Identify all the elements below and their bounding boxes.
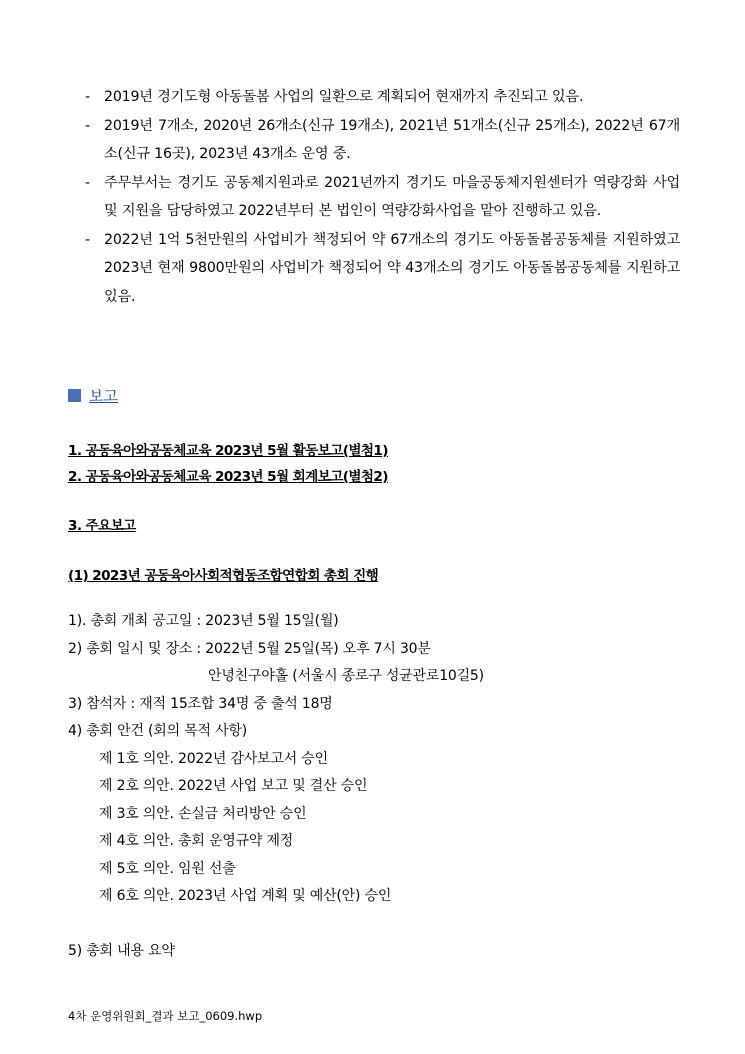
section-title: 보고 xyxy=(89,387,118,405)
bullet-dash: - xyxy=(85,117,90,134)
agenda-item: 제 1호 의안. 2022년 감사보고서 승인 xyxy=(99,751,328,767)
agenda-item: 제 4호 의안. 총회 운영규약 제정 xyxy=(99,833,294,849)
bullet-item xyxy=(85,83,680,112)
attendance-line: 3) 참석자 : 재적 15조합 34명 중 출석 18명 xyxy=(68,696,333,712)
square-bullet-icon xyxy=(68,389,81,402)
agenda-item: 제 6호 의안. 2023년 사업 계획 및 예산(안) 승인 xyxy=(99,888,392,904)
bullet-list xyxy=(85,83,680,311)
bullet-item xyxy=(85,226,680,312)
agenda-item: 제 3호 의안. 손실금 처리방안 승인 xyxy=(99,806,307,822)
section-heading-report xyxy=(68,384,118,408)
bullet-text: 2022년 1억 5천만원의 사업비가 책정되어 약 67개소의 경기도 아동돌봄공동체를 지원하였고 2023년 현재 9800만원의 사업비가 책정되어 약 43개소의 경기도 아동돌봄공동체를 지원하고 있음. xyxy=(104,231,680,305)
report-activity-heading: 1. 공동육아와공동체교육 2023년 5월 활동보고(별첨1) xyxy=(68,443,388,459)
notice-date-line: 1). 총회 개최 공고일 : 2023년 5월 15일(월) xyxy=(68,613,339,629)
main-report-heading: 3. 주요보고 xyxy=(68,518,136,534)
bullet-text: 주무부서는 경기도 공동체지원과로 2021년까지 경기도 마을공동체지원센터가 역량강화 사업 및 지원을 담당하였고 2022년부터 본 법인이 역량강화사업을 맡아 진행하고 있음. xyxy=(104,174,680,219)
bullet-dash: - xyxy=(85,231,90,248)
report-accounting-heading: 2. 공동육아와공동체교육 2023년 5월 회계보고(별첨2) xyxy=(68,469,388,485)
bullet-item xyxy=(85,169,680,226)
agenda-item: 제 5호 의안. 임원 선출 xyxy=(99,861,236,877)
bullet-text: 2019년 7개소, 2020년 26개소(신규 19개소), 2021년 51개소(신규 25개소), 2022년 67개소(신규 16곳), 2023년 43개소 운영 중. xyxy=(104,117,680,162)
agenda-title-line: 4) 총회 안건 (회의 목적 사항) xyxy=(68,723,247,739)
meeting-datetime-line: 2) 총회 일시 및 장소 : 2022년 5월 25일(목) 오후 7시 30분 xyxy=(68,641,431,657)
summary-heading: 5) 총회 내용 요약 xyxy=(68,943,175,959)
bullet-text: 2019년 경기도형 아동돌봄 사업의 일환으로 계획되어 현재까지 추진되고 있음. xyxy=(104,89,584,105)
agenda-item: 제 2호 의안. 2022년 사업 보고 및 결산 승인 xyxy=(99,778,368,794)
bullet-dash: - xyxy=(85,174,90,191)
bullet-dash: - xyxy=(85,89,90,105)
subsection-heading: (1) 2023년 공동육아사회적협동조합연합회 총회 진행 xyxy=(68,568,379,584)
bullet-item xyxy=(85,112,680,169)
meeting-place-line: 안녕친구야홀 (서울시 종로구 성균관로10길5) xyxy=(208,668,484,684)
page-footer-filename: 4차 운영위원회_결과 보고_0609.hwp xyxy=(68,1009,263,1023)
